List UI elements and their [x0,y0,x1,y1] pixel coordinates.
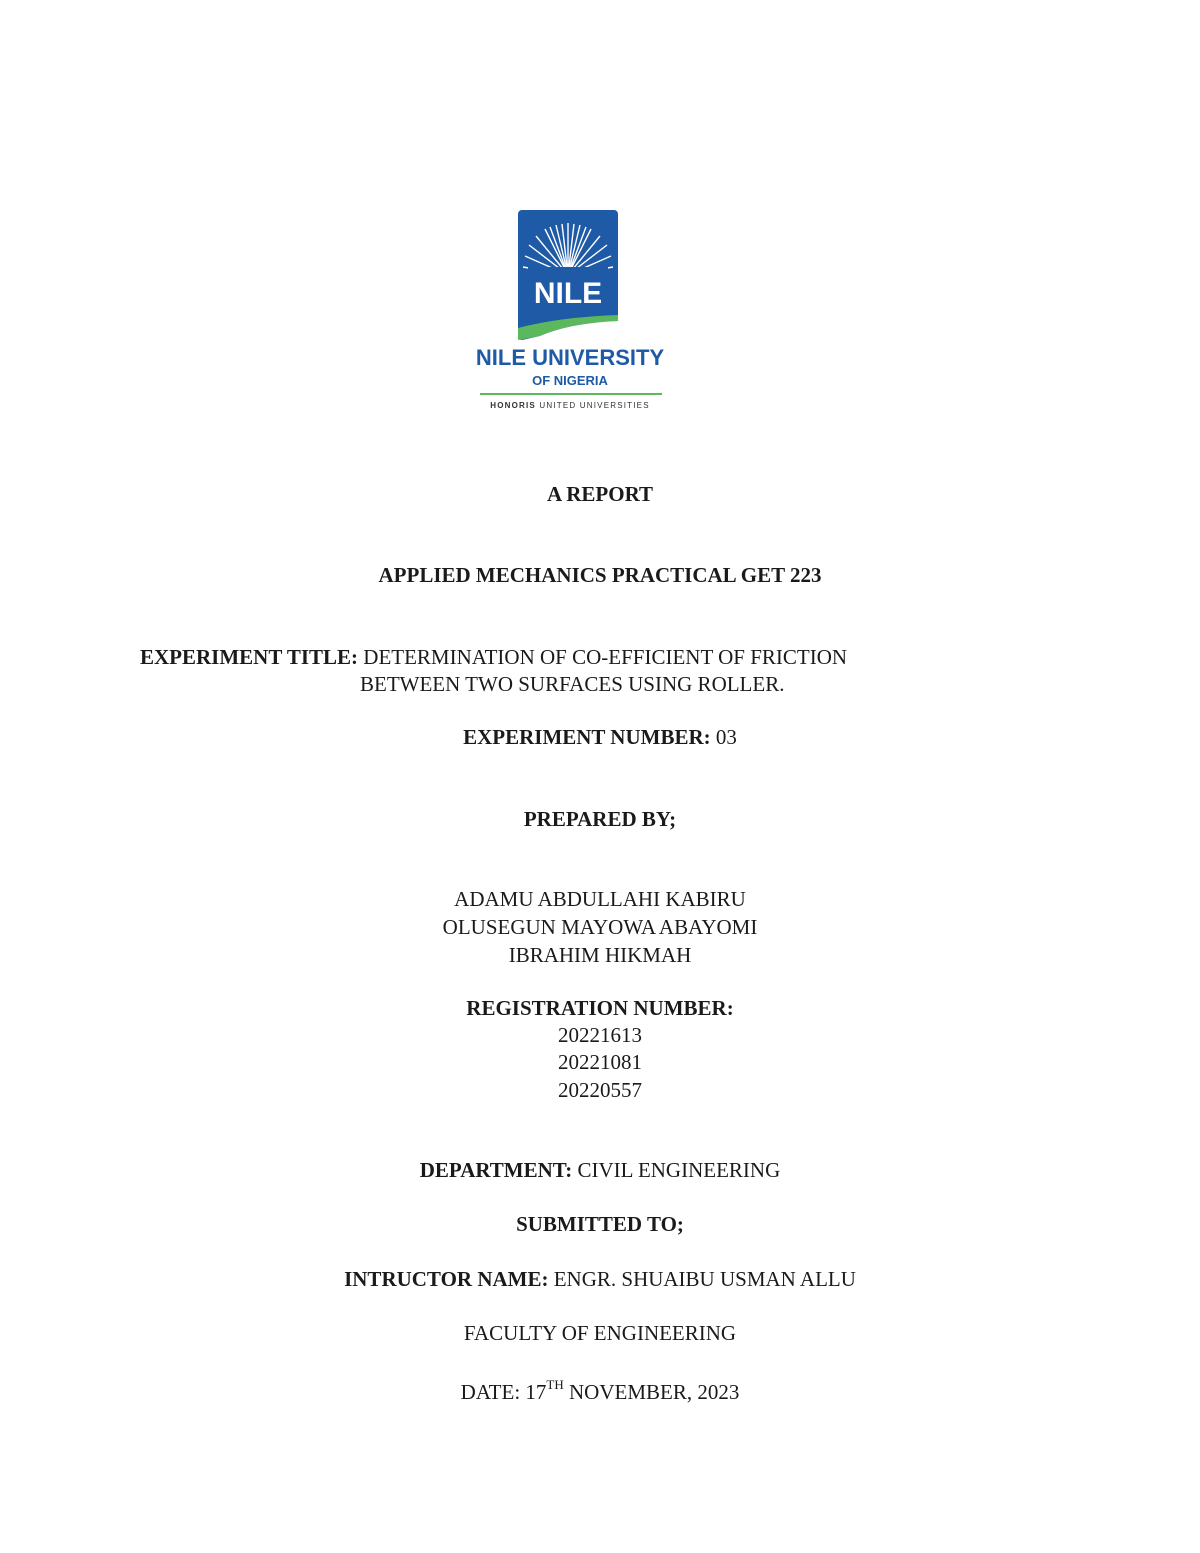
faculty: FACULTY OF ENGINEERING [463,1321,737,1345]
date-superscript: TH [546,1377,564,1392]
registration-number: 20221613 [558,1023,642,1047]
department [0,1156,1200,1184]
author-name: OLUSEGUN MAYOWA ABAYOMI [442,915,758,939]
logo-mark-text: NILE [533,277,603,310]
date-rest: NOVEMBER, 2023 [563,1380,740,1404]
department-value: CIVIL ENGINEERING [577,1158,781,1182]
experiment-number-label: EXPERIMENT NUMBER: [463,725,711,749]
experiment-title-line1 [140,643,847,671]
instructor-value: ENGR. SHUAIBU USMAN ALLU [553,1267,856,1291]
instructor [0,1265,1200,1293]
experiment-title-value-line2: BETWEEN TWO SURFACES USING ROLLER. [360,672,785,696]
experiment-title-label: EXPERIMENT TITLE: [140,645,359,669]
experiment-title-value-line1: DETERMINATION OF CO-EFFICIENT OF FRICTION [363,645,848,669]
date [0,1373,1200,1406]
prepared-by-label: PREPARED BY; [523,807,677,831]
author-name: ADAMU ABDULLAHI KABIRU [454,887,746,911]
author-name: IBRAHIM HIKMAH [508,943,692,967]
university-logo [470,205,670,415]
course-title: APPLIED MECHANICS PRACTICAL GET 223 [378,563,822,587]
instructor-label: INTRUCTOR NAME: [344,1267,549,1291]
registration-number: 20220557 [558,1078,642,1102]
experiment-number [0,723,1200,751]
logo-subtitle: OF NIGERIA [532,373,608,388]
date-prefix: DATE: 17 [460,1380,547,1404]
submitted-to-label: SUBMITTED TO; [516,1212,684,1236]
experiment-number-value: 03 [715,725,737,749]
nile-logo-icon [470,205,670,415]
registration-label: REGISTRATION NUMBER: [466,996,734,1020]
logo-tagline: HONORIS UNITED UNIVERSITIES [490,401,650,410]
registration-number: 20221081 [558,1050,642,1074]
logo-university-name: NILE UNIVERSITY [475,345,665,370]
department-label: DEPARTMENT: [419,1158,573,1182]
report-label: A REPORT [546,482,654,506]
